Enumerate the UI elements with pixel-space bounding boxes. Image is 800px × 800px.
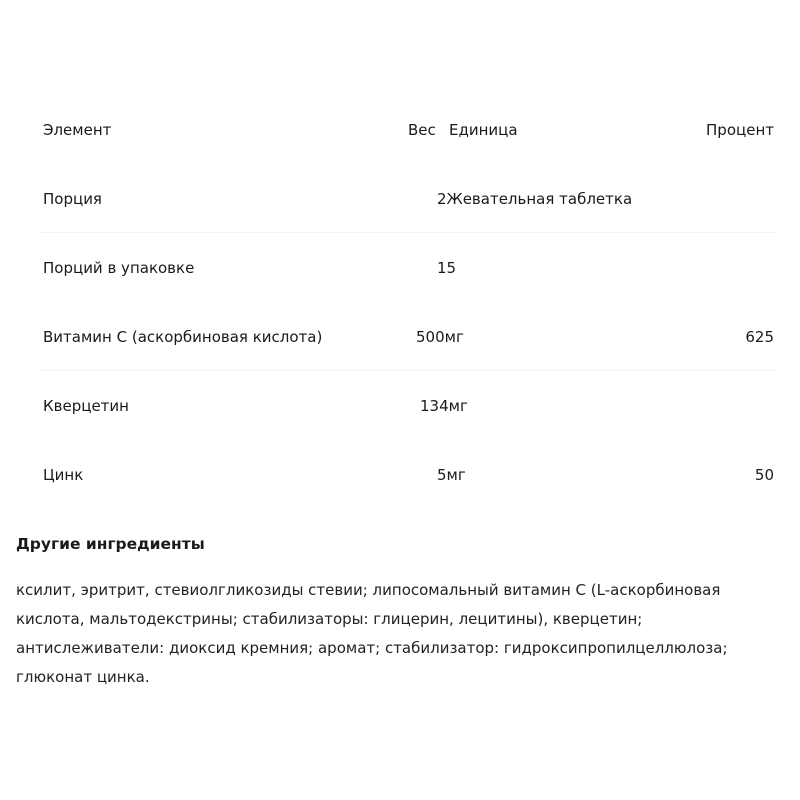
row-amount: 134: [420, 397, 449, 415]
row-amount-unit: [437, 258, 456, 278]
row-element: Порций в упаковке: [43, 259, 195, 277]
row-amount-unit: [420, 396, 468, 416]
row-amount-unit: [437, 189, 632, 209]
table-header-row: [0, 95, 800, 164]
row-amount: 5: [437, 466, 447, 484]
row-amount-unit: [416, 327, 464, 347]
header-element: Элемент: [43, 121, 112, 139]
table-row: [0, 371, 800, 440]
row-amount: 2: [437, 190, 447, 208]
ingredients-line: антислеживатели: диоксид кремния; аромат; стабилизатор: гидроксипропилцеллюлоза;: [16, 639, 728, 657]
nutrition-table: [0, 95, 800, 509]
table-row: [0, 164, 800, 233]
row-amount: 15: [437, 259, 457, 277]
header-percent: Процент: [706, 121, 774, 139]
row-unit: мг: [448, 397, 468, 415]
ingredients-line: ксилит, эритрит, стевиолгликозиды стевии; липосомальный витамин C (L-аскорбиновая: [16, 581, 721, 599]
other-ingredients-title: Другие ингредиенты: [16, 535, 205, 553]
ingredients-line: кислота, мальтодекстрины; стабилизаторы: глицерин, лецитины), кверцетин;: [16, 610, 643, 628]
row-element: Цинк: [43, 466, 84, 484]
header-unit: Единица: [449, 121, 518, 139]
header-weight: Вес: [408, 121, 436, 139]
row-element: Витамин C (аскорбиновая кислота): [43, 328, 323, 346]
row-unit: Жевательная таблетка: [446, 190, 633, 208]
other-ingredients-text: [16, 576, 776, 692]
row-unit: мг: [446, 466, 466, 484]
table-row: [0, 233, 800, 302]
table-row: [0, 440, 800, 509]
row-unit: мг: [444, 328, 464, 346]
row-amount-unit: [437, 465, 466, 485]
table-row: [0, 302, 800, 371]
row-percent: 625: [745, 328, 774, 346]
row-amount: 500: [416, 328, 445, 346]
row-percent: 50: [754, 466, 774, 484]
ingredients-line: глюконат цинка.: [16, 668, 150, 686]
row-element: Порция: [43, 190, 102, 208]
row-element: Кверцетин: [43, 397, 129, 415]
